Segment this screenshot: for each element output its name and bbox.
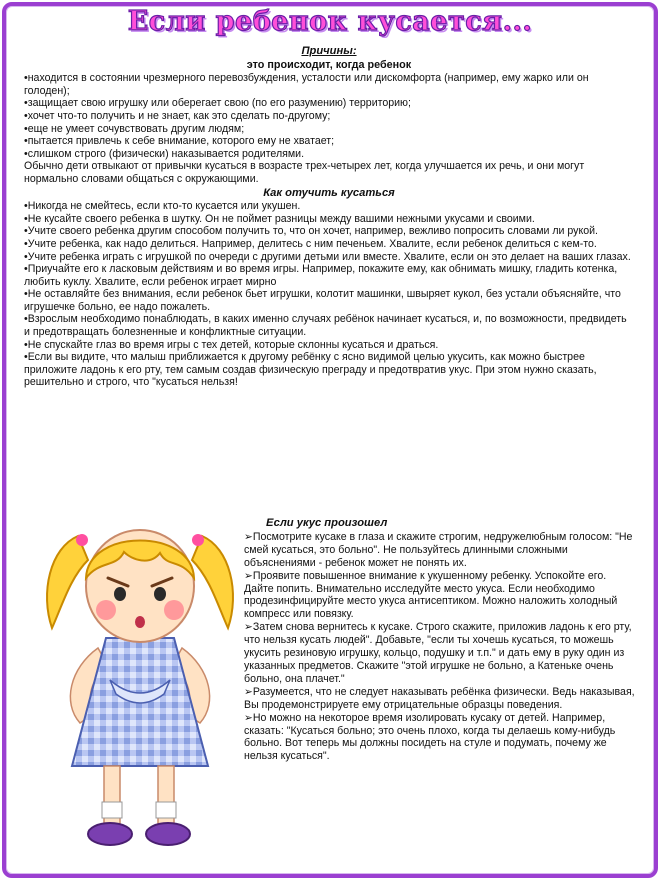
bite-heading: Если укус произошел — [266, 517, 388, 529]
wean-item: •Не спускайте глаз во время игры с тех детей, которые склонны кусаться и драться. — [24, 338, 439, 351]
bite-item: ➢Проявите повышенное внимание к укушенному ребенку. Успокойте его. Дайте попить. Внимательно исследуйте место укуса. Если необходимо продезинфицируйте место укуса антисептиком. Можно наложить холодный компресс или повязку. — [244, 569, 618, 621]
wean-item: •Учите ребенка, как надо делиться. Например, делитесь с ним печеньем. Хвалите, если ребенок делиться с кем-то. — [24, 237, 597, 250]
wean-item: •Если вы видите, что малыш приближается к другому ребёнку с ясно видимой целью укусить, как можно быстрее приложите ладонь к его рту, тем самым создав физическую преграду и предотвратив укус. При этом нужно сказать, решительно и строго, что "кусаться нельзя! — [24, 351, 597, 389]
cause-item: •еще не умеет сочувствовать другим людям; — [24, 122, 245, 135]
causes-summary: Обычно дети отвыкают от привычки кусаться в возрасте трех-четырех лет, когда улучшается их речь, и они могут нормально словами общаться с окружающими. — [24, 160, 585, 185]
cause-item: •хочет что-то получить и не знает, как это сделать по-другому; — [24, 109, 331, 122]
main-text — [24, 44, 634, 389]
bite-item: ➢Посмотрите кусаке в глаза и скажите строгим, недружелюбным голосом: "Не смей кусаться, это больно". Не пользуйтесь длинными сложными объяснениями - ребенок может не понять их. — [244, 530, 633, 569]
causes-heading: Причины: — [301, 45, 357, 57]
wean-item: •Учите ребенка играть с игрушкой по очереди с другими детьми или вместе. Хвалите, если он это делает на ваших глазах. — [24, 250, 631, 263]
cause-item: •находится в состоянии чрезмерного перевозбуждения, усталости или дискомфорта (например, ему жарко или он голоден); — [24, 72, 589, 97]
wean-item: •Не оставляйте без внимания, если ребенок бьет игрушки, колотит машинки, швыряет кукол, без устали объясняйте, что игрушечке больно, ее надо пожалеть. — [24, 288, 621, 313]
wean-heading: Как отучить кусаться — [263, 186, 395, 199]
wean-item: •Учите своего ребенка другим способом получить то, что он хочет, например, вежливо попросить словами ли рукой. — [24, 225, 598, 238]
cause-item: •пытается привлечь к себе внимание, которого ему не хватает; — [24, 135, 335, 148]
page-title: Если ребенок кусается... — [127, 6, 533, 37]
bite-section — [244, 516, 636, 763]
wean-item: •Не кусайте своего ребенка в шутку. Он не поймет разницы между вашими нежными укусами и своими. — [24, 212, 535, 225]
bite-item: ➢Но можно на некоторое время изолировать кусаку от детей. Например, сказать: "Кусаться больно; это очень плохо, когда ты делаешь кому-нибудь больно. Вот теперь мы должны посидеть на стуле и подумать, почему же нельзя кусаться". — [244, 711, 616, 763]
bite-item: ➢Разумеется, что не следует наказывать ребёнка физически. Ведь наказывая, Вы продемонстрируете ему отрицательные образцы поведения. — [244, 685, 635, 711]
bite-item: ➢Затем снова вернитесь к кусаке. Строго скажите, приложив ладонь к его рту, что нельзя кусать людей". Добавьте, "если ты хочешь кусаться, то можешь укусить резиновую игрушку, кольцо, подушку и т.п." и дать ему в руку один из указанных предметов. Скажите "этой игрушке не больно, а Катеньке очень больно, она плачет." — [244, 621, 632, 685]
wean-item: •Приучайте его к ласковым действиям и во время игры. Например, покажите ему, как обнимать мишку, гладить котенка, любить куклу. Хвалите, если ребенок играет мирно — [24, 263, 618, 288]
cause-item: •слишком строго (физически) наказывается родителями. — [24, 147, 305, 160]
wean-item: •Взрослым необходимо понаблюдать, в каких именно случаях ребёнок начинает кусаться, и, по возможности, предвидеть и предотвращать болезненные и конфликтные ситуации. — [24, 313, 627, 339]
causes-subheading: это происходит, когда ребенок — [246, 58, 412, 71]
wean-item: •Никогда не смейтесь, если кто-то кусается или укушен. — [24, 200, 301, 213]
cause-item: •защищает свою игрушку или оберегает свою (по его разумению) территорию; — [24, 97, 411, 110]
angry-girl-illustration — [40, 498, 240, 858]
